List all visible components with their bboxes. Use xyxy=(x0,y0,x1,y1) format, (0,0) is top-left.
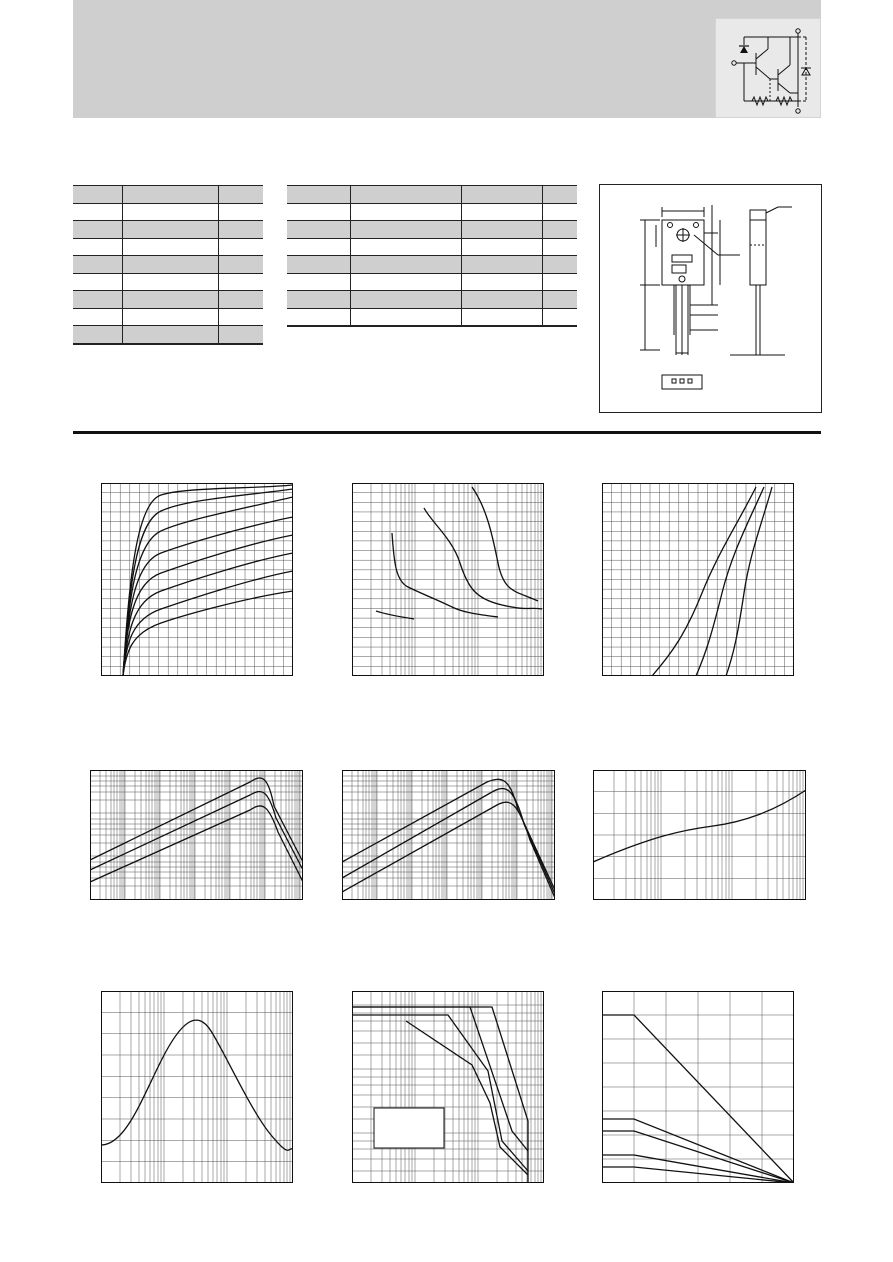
table-row xyxy=(73,291,263,309)
section-divider xyxy=(73,431,821,434)
table-row xyxy=(73,221,263,239)
equivalent-circuit-symbol xyxy=(715,18,821,118)
table-row xyxy=(287,203,577,221)
table-row xyxy=(73,273,263,291)
ratings-table xyxy=(73,185,263,345)
graph-2 xyxy=(352,483,544,676)
table-row xyxy=(287,186,577,204)
table-row xyxy=(287,238,577,256)
package-drawing-icon xyxy=(600,185,823,414)
graph-1 xyxy=(101,483,293,676)
graph-3 xyxy=(602,483,794,676)
characteristics-table xyxy=(287,185,577,327)
package-outline-box xyxy=(599,184,822,413)
table-row xyxy=(73,326,263,344)
graph-5 xyxy=(342,770,555,900)
table-row xyxy=(287,256,577,274)
graph-4 xyxy=(90,770,303,900)
table-row xyxy=(73,308,263,326)
darlington-circuit-icon xyxy=(716,19,822,119)
legend-box xyxy=(374,1108,444,1148)
table-row xyxy=(287,291,577,309)
graph-6 xyxy=(593,770,806,900)
table-row xyxy=(287,221,577,239)
table-row xyxy=(73,203,263,221)
table-row xyxy=(73,256,263,274)
table-row xyxy=(287,273,577,291)
graph-7 xyxy=(101,991,293,1183)
graph-8 xyxy=(352,991,544,1183)
header-band xyxy=(73,0,821,118)
table-row xyxy=(73,186,263,204)
table-row xyxy=(73,238,263,256)
graph-9 xyxy=(602,991,794,1183)
table-row xyxy=(287,308,577,326)
